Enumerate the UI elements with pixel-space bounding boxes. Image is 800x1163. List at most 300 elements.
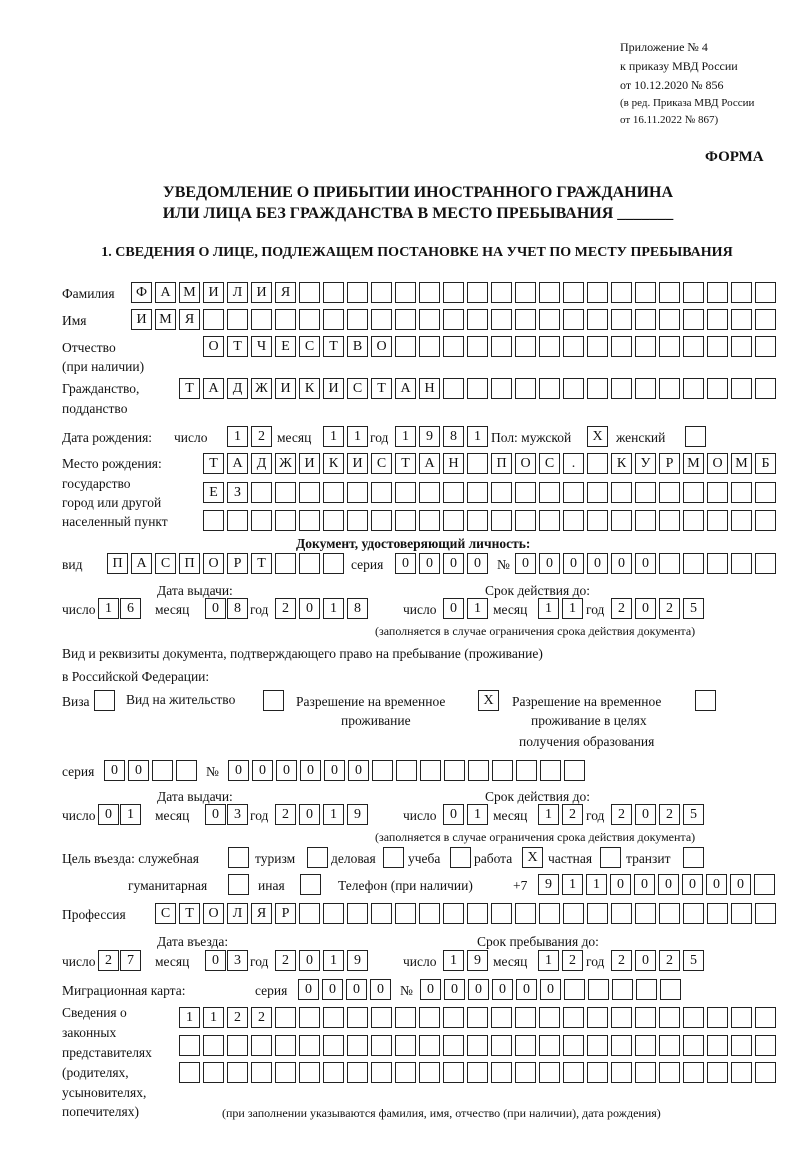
- birth-place-3-char-box[interactable]: [539, 510, 560, 531]
- residence-permit-char-box[interactable]: [263, 690, 284, 711]
- birth-place-1-char-box[interactable]: А: [419, 453, 440, 474]
- purpose-private-char-box[interactable]: [600, 847, 621, 868]
- right-number-char-box[interactable]: 0: [252, 760, 273, 781]
- right-number-char-box[interactable]: [372, 760, 393, 781]
- patronymic-char-box[interactable]: С: [299, 336, 320, 357]
- surname-char-box[interactable]: М: [179, 282, 200, 303]
- surname-char-box[interactable]: [371, 282, 392, 303]
- doc-number-char-box[interactable]: 0: [563, 553, 584, 574]
- citizenship-char-box[interactable]: [707, 378, 728, 399]
- purpose-tourism-char-box[interactable]: [307, 847, 328, 868]
- representatives-3-char-box[interactable]: [683, 1062, 704, 1083]
- right-valid-day-char-box[interactable]: 0: [443, 804, 464, 825]
- citizenship-char-box[interactable]: [635, 378, 656, 399]
- representatives-3-char-box[interactable]: [491, 1062, 512, 1083]
- representatives-3-char-box[interactable]: [467, 1062, 488, 1083]
- profession-char-box[interactable]: [395, 903, 416, 924]
- representatives-2-char-box[interactable]: [467, 1035, 488, 1056]
- surname-char-box[interactable]: [563, 282, 584, 303]
- representatives-1-char-box[interactable]: [707, 1007, 728, 1028]
- name-char-box[interactable]: [539, 309, 560, 330]
- representatives-2-char-box[interactable]: [563, 1035, 584, 1056]
- citizenship-char-box[interactable]: [659, 378, 680, 399]
- patronymic-char-box[interactable]: Т: [323, 336, 344, 357]
- surname-char-box[interactable]: [755, 282, 776, 303]
- birth-place-3-char-box[interactable]: [299, 510, 320, 531]
- representatives-3-char-box[interactable]: [395, 1062, 416, 1083]
- birth-place-1-char-box[interactable]: К: [611, 453, 632, 474]
- representatives-3-char-box[interactable]: [371, 1062, 392, 1083]
- birth-place-2-char-box[interactable]: [443, 482, 464, 503]
- birth-place-3-char-box[interactable]: [251, 510, 272, 531]
- entry-month-char-box[interactable]: 0: [205, 950, 226, 971]
- representatives-1-char-box[interactable]: [587, 1007, 608, 1028]
- mig-number-char-box[interactable]: 0: [420, 979, 441, 1000]
- birth-place-2-char-box[interactable]: [515, 482, 536, 503]
- right-number-char-box[interactable]: [396, 760, 417, 781]
- representatives-2-char-box[interactable]: [755, 1035, 776, 1056]
- doc-kind-char-box[interactable]: Т: [251, 553, 272, 574]
- birth-place-1-char-box[interactable]: Ж: [275, 453, 296, 474]
- surname-char-box[interactable]: [587, 282, 608, 303]
- profession-char-box[interactable]: [347, 903, 368, 924]
- birth-place-2-char-box[interactable]: [635, 482, 656, 503]
- birth-place-2-char-box[interactable]: [563, 482, 584, 503]
- doc-kind-char-box[interactable]: [275, 553, 296, 574]
- citizenship-char-box[interactable]: А: [395, 378, 416, 399]
- doc-issue-day-char-box[interactable]: 1: [98, 598, 119, 619]
- representatives-1-char-box[interactable]: [755, 1007, 776, 1028]
- profession-char-box[interactable]: [611, 903, 632, 924]
- birth-place-2-char-box[interactable]: [323, 482, 344, 503]
- mig-number-char-box[interactable]: [612, 979, 633, 1000]
- doc-valid-month-char-box[interactable]: 1: [562, 598, 583, 619]
- birth-place-2-char-box[interactable]: [419, 482, 440, 503]
- citizenship-char-box[interactable]: И: [275, 378, 296, 399]
- right-issue-year-char-box[interactable]: 2: [275, 804, 296, 825]
- surname-char-box[interactable]: [515, 282, 536, 303]
- profession-char-box[interactable]: [683, 903, 704, 924]
- mig-series-char-box[interactable]: 0: [298, 979, 319, 1000]
- profession-char-box[interactable]: [563, 903, 584, 924]
- stay-month-char-box[interactable]: 1: [538, 950, 559, 971]
- surname-char-box[interactable]: [683, 282, 704, 303]
- citizenship-char-box[interactable]: И: [323, 378, 344, 399]
- mig-series-char-box[interactable]: 0: [370, 979, 391, 1000]
- mig-number-char-box[interactable]: 0: [468, 979, 489, 1000]
- representatives-3-char-box[interactable]: [347, 1062, 368, 1083]
- birth-place-3-char-box[interactable]: [323, 510, 344, 531]
- patronymic-char-box[interactable]: [443, 336, 464, 357]
- name-char-box[interactable]: [275, 309, 296, 330]
- representatives-1-char-box[interactable]: [491, 1007, 512, 1028]
- phone-char-box[interactable]: 0: [634, 874, 655, 895]
- representatives-1-char-box[interactable]: [683, 1007, 704, 1028]
- citizenship-char-box[interactable]: Т: [179, 378, 200, 399]
- profession-char-box[interactable]: [587, 903, 608, 924]
- doc-kind-char-box[interactable]: П: [107, 553, 128, 574]
- birth-place-2-char-box[interactable]: [371, 482, 392, 503]
- representatives-1-char-box[interactable]: 2: [251, 1007, 272, 1028]
- representatives-2-char-box[interactable]: [515, 1035, 536, 1056]
- birth-place-3-char-box[interactable]: [347, 510, 368, 531]
- right-issue-day-char-box[interactable]: 0: [98, 804, 119, 825]
- profession-char-box[interactable]: [299, 903, 320, 924]
- birth-place-1-char-box[interactable]: И: [299, 453, 320, 474]
- right-number-char-box[interactable]: [564, 760, 585, 781]
- surname-char-box[interactable]: [419, 282, 440, 303]
- citizenship-char-box[interactable]: С: [347, 378, 368, 399]
- representatives-1-char-box[interactable]: [323, 1007, 344, 1028]
- entry-day-char-box[interactable]: 7: [120, 950, 141, 971]
- representatives-2-char-box[interactable]: [179, 1035, 200, 1056]
- surname-char-box[interactable]: Я: [275, 282, 296, 303]
- mig-series-char-box[interactable]: 0: [346, 979, 367, 1000]
- phone-char-box[interactable]: 9: [538, 874, 559, 895]
- birth-place-3-char-box[interactable]: [587, 510, 608, 531]
- birth-day-char-box[interactable]: 2: [251, 426, 272, 447]
- birth-place-3-char-box[interactable]: [635, 510, 656, 531]
- representatives-1-char-box[interactable]: [467, 1007, 488, 1028]
- birth-place-3-char-box[interactable]: [731, 510, 752, 531]
- representatives-3-char-box[interactable]: [731, 1062, 752, 1083]
- right-number-char-box[interactable]: [492, 760, 513, 781]
- entry-year-char-box[interactable]: 1: [323, 950, 344, 971]
- birth-place-1-char-box[interactable]: .: [563, 453, 584, 474]
- birth-place-2-char-box[interactable]: [707, 482, 728, 503]
- right-valid-month-char-box[interactable]: 1: [538, 804, 559, 825]
- citizenship-char-box[interactable]: Д: [227, 378, 248, 399]
- doc-number-char-box[interactable]: [755, 553, 776, 574]
- surname-char-box[interactable]: [611, 282, 632, 303]
- citizenship-char-box[interactable]: К: [299, 378, 320, 399]
- citizenship-char-box[interactable]: [515, 378, 536, 399]
- name-char-box[interactable]: [731, 309, 752, 330]
- birth-place-1-char-box[interactable]: Т: [203, 453, 224, 474]
- mig-number-char-box[interactable]: 0: [492, 979, 513, 1000]
- patronymic-char-box[interactable]: [635, 336, 656, 357]
- right-series-char-box[interactable]: 0: [104, 760, 125, 781]
- right-series-char-box[interactable]: [176, 760, 197, 781]
- surname-char-box[interactable]: [467, 282, 488, 303]
- citizenship-char-box[interactable]: [587, 378, 608, 399]
- surname-char-box[interactable]: [491, 282, 512, 303]
- birth-place-3-char-box[interactable]: [467, 510, 488, 531]
- representatives-3-char-box[interactable]: [611, 1062, 632, 1083]
- right-number-char-box[interactable]: 0: [228, 760, 249, 781]
- birth-place-1-char-box[interactable]: К: [323, 453, 344, 474]
- doc-issue-month-char-box[interactable]: 8: [227, 598, 248, 619]
- birth-place-1-char-box[interactable]: О: [707, 453, 728, 474]
- right-valid-day-char-box[interactable]: 1: [467, 804, 488, 825]
- citizenship-char-box[interactable]: Ж: [251, 378, 272, 399]
- name-char-box[interactable]: [659, 309, 680, 330]
- surname-char-box[interactable]: [299, 282, 320, 303]
- name-char-box[interactable]: [347, 309, 368, 330]
- representatives-2-char-box[interactable]: [443, 1035, 464, 1056]
- patronymic-char-box[interactable]: [467, 336, 488, 357]
- mig-number-char-box[interactable]: [660, 979, 681, 1000]
- representatives-2-char-box[interactable]: [371, 1035, 392, 1056]
- birth-place-3-char-box[interactable]: [611, 510, 632, 531]
- name-char-box[interactable]: [323, 309, 344, 330]
- phone-char-box[interactable]: 0: [610, 874, 631, 895]
- birth-place-1-char-box[interactable]: А: [227, 453, 248, 474]
- citizenship-char-box[interactable]: [611, 378, 632, 399]
- birth-place-2-char-box[interactable]: [731, 482, 752, 503]
- doc-number-char-box[interactable]: [707, 553, 728, 574]
- birth-place-1-char-box[interactable]: С: [539, 453, 560, 474]
- profession-char-box[interactable]: Я: [251, 903, 272, 924]
- entry-year-char-box[interactable]: 2: [275, 950, 296, 971]
- representatives-1-char-box[interactable]: [635, 1007, 656, 1028]
- representatives-3-char-box[interactable]: [323, 1062, 344, 1083]
- name-char-box[interactable]: [443, 309, 464, 330]
- birth-place-3-char-box[interactable]: [491, 510, 512, 531]
- representatives-1-char-box[interactable]: [443, 1007, 464, 1028]
- right-number-char-box[interactable]: [468, 760, 489, 781]
- representatives-1-char-box[interactable]: 1: [203, 1007, 224, 1028]
- surname-char-box[interactable]: [323, 282, 344, 303]
- name-char-box[interactable]: [611, 309, 632, 330]
- name-char-box[interactable]: [563, 309, 584, 330]
- right-number-char-box[interactable]: [444, 760, 465, 781]
- citizenship-char-box[interactable]: [539, 378, 560, 399]
- entry-year-char-box[interactable]: 9: [347, 950, 368, 971]
- representatives-2-char-box[interactable]: [587, 1035, 608, 1056]
- name-char-box[interactable]: [299, 309, 320, 330]
- surname-char-box[interactable]: [731, 282, 752, 303]
- purpose-work-char-box[interactable]: X: [522, 847, 543, 868]
- citizenship-char-box[interactable]: [491, 378, 512, 399]
- representatives-2-char-box[interactable]: [731, 1035, 752, 1056]
- patronymic-char-box[interactable]: [491, 336, 512, 357]
- patronymic-char-box[interactable]: [395, 336, 416, 357]
- profession-char-box[interactable]: [707, 903, 728, 924]
- doc-series-char-box[interactable]: 0: [443, 553, 464, 574]
- representatives-3-char-box[interactable]: [635, 1062, 656, 1083]
- right-issue-month-char-box[interactable]: 0: [205, 804, 226, 825]
- doc-issue-month-char-box[interactable]: 0: [205, 598, 226, 619]
- doc-kind-char-box[interactable]: П: [179, 553, 200, 574]
- citizenship-char-box[interactable]: [443, 378, 464, 399]
- birth-place-1-char-box[interactable]: О: [515, 453, 536, 474]
- doc-number-char-box[interactable]: 0: [515, 553, 536, 574]
- birth-month-char-box[interactable]: 1: [347, 426, 368, 447]
- birth-place-1-char-box[interactable]: Д: [251, 453, 272, 474]
- representatives-2-char-box[interactable]: [323, 1035, 344, 1056]
- representatives-3-char-box[interactable]: [539, 1062, 560, 1083]
- surname-char-box[interactable]: А: [155, 282, 176, 303]
- birth-place-3-char-box[interactable]: [659, 510, 680, 531]
- entry-year-char-box[interactable]: 0: [299, 950, 320, 971]
- doc-valid-year-char-box[interactable]: 0: [635, 598, 656, 619]
- representatives-3-char-box[interactable]: [179, 1062, 200, 1083]
- representatives-1-char-box[interactable]: [275, 1007, 296, 1028]
- doc-number-char-box[interactable]: [659, 553, 680, 574]
- surname-char-box[interactable]: [395, 282, 416, 303]
- representatives-3-char-box[interactable]: [707, 1062, 728, 1083]
- representatives-2-char-box[interactable]: [659, 1035, 680, 1056]
- birth-place-2-char-box[interactable]: З: [227, 482, 248, 503]
- birth-place-2-char-box[interactable]: Е: [203, 482, 224, 503]
- doc-number-char-box[interactable]: 0: [635, 553, 656, 574]
- phone-char-box[interactable]: [754, 874, 775, 895]
- representatives-1-char-box[interactable]: 1: [179, 1007, 200, 1028]
- birth-place-1-char-box[interactable]: Б: [755, 453, 776, 474]
- right-number-char-box[interactable]: [516, 760, 537, 781]
- patronymic-char-box[interactable]: [659, 336, 680, 357]
- surname-char-box[interactable]: И: [251, 282, 272, 303]
- doc-issue-year-char-box[interactable]: 2: [275, 598, 296, 619]
- name-char-box[interactable]: [515, 309, 536, 330]
- representatives-1-char-box[interactable]: [539, 1007, 560, 1028]
- birth-place-2-char-box[interactable]: [491, 482, 512, 503]
- doc-issue-year-char-box[interactable]: 1: [323, 598, 344, 619]
- doc-issue-year-char-box[interactable]: 0: [299, 598, 320, 619]
- mig-number-char-box[interactable]: [636, 979, 657, 1000]
- birth-place-2-char-box[interactable]: [299, 482, 320, 503]
- birth-place-3-char-box[interactable]: [563, 510, 584, 531]
- profession-char-box[interactable]: [659, 903, 680, 924]
- right-issue-year-char-box[interactable]: 1: [323, 804, 344, 825]
- doc-valid-day-char-box[interactable]: 0: [443, 598, 464, 619]
- mig-number-char-box[interactable]: [564, 979, 585, 1000]
- right-number-char-box[interactable]: 0: [324, 760, 345, 781]
- birth-place-3-char-box[interactable]: [371, 510, 392, 531]
- right-valid-year-char-box[interactable]: 0: [635, 804, 656, 825]
- right-valid-month-char-box[interactable]: 2: [562, 804, 583, 825]
- mig-number-char-box[interactable]: 0: [540, 979, 561, 1000]
- profession-char-box[interactable]: [371, 903, 392, 924]
- stay-year-char-box[interactable]: 0: [635, 950, 656, 971]
- birth-place-2-char-box[interactable]: [755, 482, 776, 503]
- stay-month-char-box[interactable]: 2: [562, 950, 583, 971]
- name-char-box[interactable]: [203, 309, 224, 330]
- birth-place-3-char-box[interactable]: [395, 510, 416, 531]
- profession-char-box[interactable]: [755, 903, 776, 924]
- birth-place-1-char-box[interactable]: М: [731, 453, 752, 474]
- profession-char-box[interactable]: С: [155, 903, 176, 924]
- birth-year-char-box[interactable]: 1: [395, 426, 416, 447]
- surname-char-box[interactable]: [659, 282, 680, 303]
- profession-char-box[interactable]: [419, 903, 440, 924]
- birth-place-3-char-box[interactable]: [227, 510, 248, 531]
- representatives-2-char-box[interactable]: [611, 1035, 632, 1056]
- representatives-2-char-box[interactable]: [299, 1035, 320, 1056]
- representatives-3-char-box[interactable]: [755, 1062, 776, 1083]
- profession-char-box[interactable]: Л: [227, 903, 248, 924]
- doc-valid-year-char-box[interactable]: 5: [683, 598, 704, 619]
- birth-place-3-char-box[interactable]: [275, 510, 296, 531]
- surname-char-box[interactable]: [539, 282, 560, 303]
- birth-place-3-char-box[interactable]: [755, 510, 776, 531]
- patronymic-char-box[interactable]: О: [203, 336, 224, 357]
- name-char-box[interactable]: [395, 309, 416, 330]
- representatives-2-char-box[interactable]: [707, 1035, 728, 1056]
- name-char-box[interactable]: [371, 309, 392, 330]
- representatives-1-char-box[interactable]: [371, 1007, 392, 1028]
- phone-char-box[interactable]: 0: [682, 874, 703, 895]
- name-char-box[interactable]: И: [131, 309, 152, 330]
- name-char-box[interactable]: [419, 309, 440, 330]
- profession-char-box[interactable]: [515, 903, 536, 924]
- representatives-2-char-box[interactable]: [491, 1035, 512, 1056]
- doc-kind-char-box[interactable]: С: [155, 553, 176, 574]
- citizenship-char-box[interactable]: [683, 378, 704, 399]
- birth-place-2-char-box[interactable]: [251, 482, 272, 503]
- representatives-2-char-box[interactable]: [395, 1035, 416, 1056]
- representatives-3-char-box[interactable]: [419, 1062, 440, 1083]
- patronymic-char-box[interactable]: [587, 336, 608, 357]
- doc-issue-year-char-box[interactable]: 8: [347, 598, 368, 619]
- citizenship-char-box[interactable]: Н: [419, 378, 440, 399]
- profession-char-box[interactable]: Р: [275, 903, 296, 924]
- birth-place-2-char-box[interactable]: [683, 482, 704, 503]
- birth-place-1-char-box[interactable]: Н: [443, 453, 464, 474]
- patronymic-char-box[interactable]: [611, 336, 632, 357]
- doc-series-char-box[interactable]: 0: [467, 553, 488, 574]
- doc-number-char-box[interactable]: [683, 553, 704, 574]
- birth-place-3-char-box[interactable]: [203, 510, 224, 531]
- citizenship-char-box[interactable]: [563, 378, 584, 399]
- birth-place-2-char-box[interactable]: [347, 482, 368, 503]
- purpose-other-char-box[interactable]: [300, 874, 321, 895]
- representatives-2-char-box[interactable]: [347, 1035, 368, 1056]
- citizenship-char-box[interactable]: Т: [371, 378, 392, 399]
- patronymic-char-box[interactable]: [731, 336, 752, 357]
- patronymic-char-box[interactable]: [563, 336, 584, 357]
- name-char-box[interactable]: [251, 309, 272, 330]
- mig-series-char-box[interactable]: 0: [322, 979, 343, 1000]
- right-number-char-box[interactable]: 0: [348, 760, 369, 781]
- profession-char-box[interactable]: [467, 903, 488, 924]
- doc-series-char-box[interactable]: 0: [395, 553, 416, 574]
- name-char-box[interactable]: [635, 309, 656, 330]
- surname-char-box[interactable]: [635, 282, 656, 303]
- name-char-box[interactable]: [587, 309, 608, 330]
- doc-series-char-box[interactable]: 0: [419, 553, 440, 574]
- name-char-box[interactable]: [683, 309, 704, 330]
- purpose-transit-char-box[interactable]: [683, 847, 704, 868]
- visa-char-box[interactable]: [94, 690, 115, 711]
- temp-residence-char-box[interactable]: X: [478, 690, 499, 711]
- right-issue-month-char-box[interactable]: 3: [227, 804, 248, 825]
- right-number-char-box[interactable]: [420, 760, 441, 781]
- doc-kind-char-box[interactable]: [299, 553, 320, 574]
- representatives-1-char-box[interactable]: [347, 1007, 368, 1028]
- mig-number-char-box[interactable]: 0: [516, 979, 537, 1000]
- birth-place-3-char-box[interactable]: [515, 510, 536, 531]
- birth-place-1-char-box[interactable]: [587, 453, 608, 474]
- patronymic-char-box[interactable]: Ч: [251, 336, 272, 357]
- name-char-box[interactable]: Я: [179, 309, 200, 330]
- representatives-2-char-box[interactable]: [227, 1035, 248, 1056]
- birth-place-1-char-box[interactable]: Т: [395, 453, 416, 474]
- representatives-1-char-box[interactable]: [659, 1007, 680, 1028]
- profession-char-box[interactable]: [443, 903, 464, 924]
- surname-char-box[interactable]: [707, 282, 728, 303]
- birth-place-3-char-box[interactable]: [443, 510, 464, 531]
- representatives-2-char-box[interactable]: [683, 1035, 704, 1056]
- doc-kind-char-box[interactable]: [323, 553, 344, 574]
- name-char-box[interactable]: [227, 309, 248, 330]
- right-valid-year-char-box[interactable]: 5: [683, 804, 704, 825]
- birth-place-3-char-box[interactable]: [419, 510, 440, 531]
- phone-char-box[interactable]: 0: [658, 874, 679, 895]
- surname-char-box[interactable]: Ф: [131, 282, 152, 303]
- doc-valid-year-char-box[interactable]: 2: [611, 598, 632, 619]
